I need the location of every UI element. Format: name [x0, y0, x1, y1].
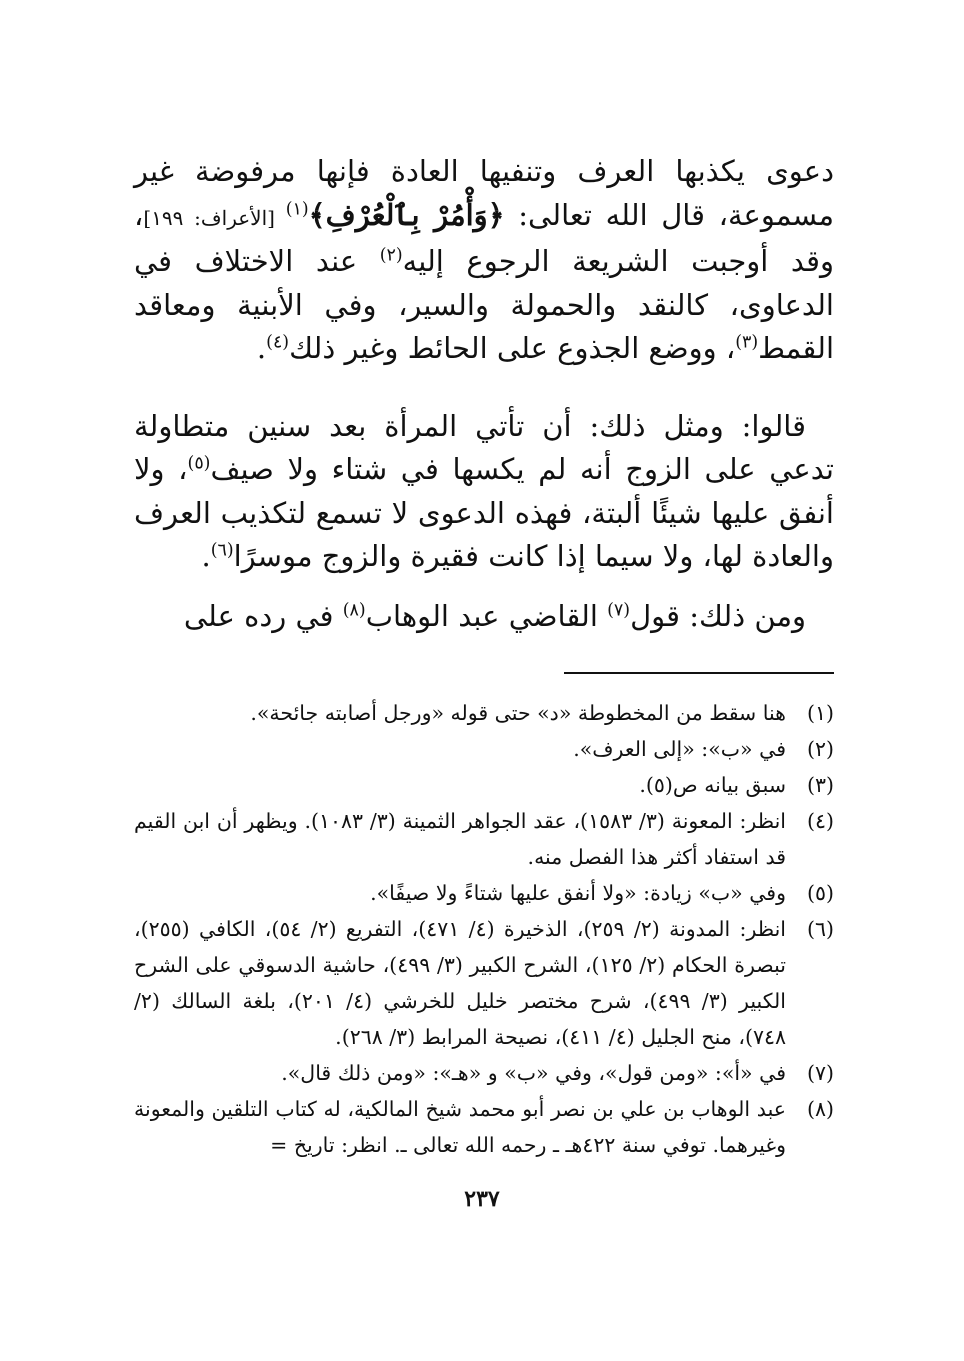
p1-text-d: ، ووضع الجذوع على الحائط وغير ذلك	[289, 331, 736, 365]
footnote-number: (٦)	[806, 917, 834, 941]
footnote-ref-8[interactable]: (٨)	[342, 599, 366, 620]
quran-verse: ﴿وَأْمُرْ بِٱلْعُرْفِ﴾	[308, 197, 505, 232]
p1-text-e: .	[256, 331, 267, 365]
footnote-ref-5[interactable]: (٥)	[187, 453, 211, 474]
page-number: ٢٣٧	[464, 1186, 500, 1212]
footnote-separator	[564, 672, 834, 674]
footnote-item	[134, 731, 834, 767]
footnote-text: وفي «ب» زيادة: «ولا أنفق عليها شتاءً ولا صيفًا».	[370, 881, 786, 905]
p1-text-c: عند الاختلاف في الدعاوى، كالنقد والحمولة والسير، وفي الأبنية ومعاقد القمط	[134, 244, 834, 365]
p3-text-a: ومن ذلك: قول	[630, 598, 806, 633]
footnote-text: انظر: المعونة (٣/ ١٥٨٣)، عقد الجواهر الثمينة (٣/ ١٠٨٣). ويظهر أن ابن القيم قد استفاد أكثر هذا الفصل منه.	[134, 809, 786, 869]
footnote-text: في «ب»: «إلى العرف».	[573, 737, 786, 761]
footnote-item	[134, 1091, 834, 1163]
p2-text-c: .	[201, 539, 211, 573]
footnote-text: في «أ»: «ومن قول»، وفي «ب» و «هـ»: «ومن ذلك قال».	[281, 1061, 786, 1085]
footnote-item	[134, 695, 834, 731]
footnote-ref-1[interactable]: (١)	[285, 198, 309, 219]
footnote-ref-3[interactable]: (٣)	[735, 332, 759, 353]
footnote-item	[134, 803, 834, 875]
paragraph-3	[134, 595, 834, 639]
footnote-text: انظر: المدونة (٢/ ٢٥٩)، الذخيرة (٤/ ٤٧١)، التفريع (٢/ ٥٤)، الكافي (٢٥٥)، تبصرة الحكام (٢/ ١٢٥)، الشرح الكبير (٣/ ٤٩٩)، حاشية الدسوقي على الشرح الكبير (٣/ ٤٩٩)، شرح مختصر خليل للخرشي (٤/ ٢٠١)، بلغة السالك (٢/ ٧٤٨)، منح الجليل (٤/ ٤١١)، نصيحة المرابط (٣/ ٢٦٨).	[134, 917, 786, 1049]
footnotes	[134, 695, 834, 1163]
footnote-item	[134, 875, 834, 911]
p2-text-a: قالوا: ومثل ذلك: أن تأتي المرأة بعد سنين متطاولة تدعي على الزوج أنه لم يكسها في شتاء ولا صيف	[134, 408, 834, 486]
footnote-text: عبد الوهاب بن علي بن نصر أبو محمد شيخ المالكية، له كتاب التلقين والمعونة وغيرهما. توفي سنة ٤٢٢هـ ـ رحمه الله تعالى ـ. انظر: تاريخ =	[134, 1097, 786, 1157]
footnote-number: (٨)	[806, 1097, 834, 1121]
footnote-text: هنا سقط من المخطوطة «د» حتى قوله «ورجل أصابته جائحة».	[250, 701, 786, 725]
footnote-text: سبق بيانه ص(٥).	[639, 773, 786, 797]
footnote-ref-6[interactable]: (٦)	[210, 540, 234, 561]
verse-reference: [الأعراف: ١٩٩]	[143, 205, 286, 230]
footnote-number: (٤)	[806, 809, 834, 833]
footnote-ref-7[interactable]: (٧)	[607, 599, 631, 620]
paragraph-2	[134, 405, 834, 579]
footnote-item	[134, 1055, 834, 1091]
paragraph-1	[134, 150, 834, 371]
footnote-item	[134, 911, 834, 1055]
footnote-number: (٧)	[806, 1061, 834, 1085]
footnote-item	[134, 767, 834, 803]
footnote-number: (٣)	[806, 773, 834, 797]
footnote-number: (٥)	[806, 881, 834, 905]
p2-text-b: ، ولا أنفق عليها شيئًا ألبتة، فهذه الدعوى لا تسمع لتكذيب العرف والعادة لها، ولا سيما إذا كانت فقيرة والزوج موسرًا	[134, 452, 834, 573]
p3-text-b: القاضي عبد الوهاب	[365, 598, 608, 633]
footnote-ref-2[interactable]: (٢)	[379, 245, 403, 266]
footnote-ref-4[interactable]: (٤)	[266, 332, 290, 353]
footnote-number: (١)	[806, 701, 834, 725]
footnote-number: (٢)	[806, 737, 834, 761]
p1-text-a: دعوى يكذبها العرف وتنفيها العادة فإنها مرفوضة غير مسموعة، قال الله تعالى:	[134, 154, 834, 232]
p3-text-c: في رده على	[183, 598, 343, 633]
main-text	[134, 150, 834, 638]
p1-text-b: ، وقد أوجبت الشريعة الرجوع إليه	[134, 197, 834, 278]
